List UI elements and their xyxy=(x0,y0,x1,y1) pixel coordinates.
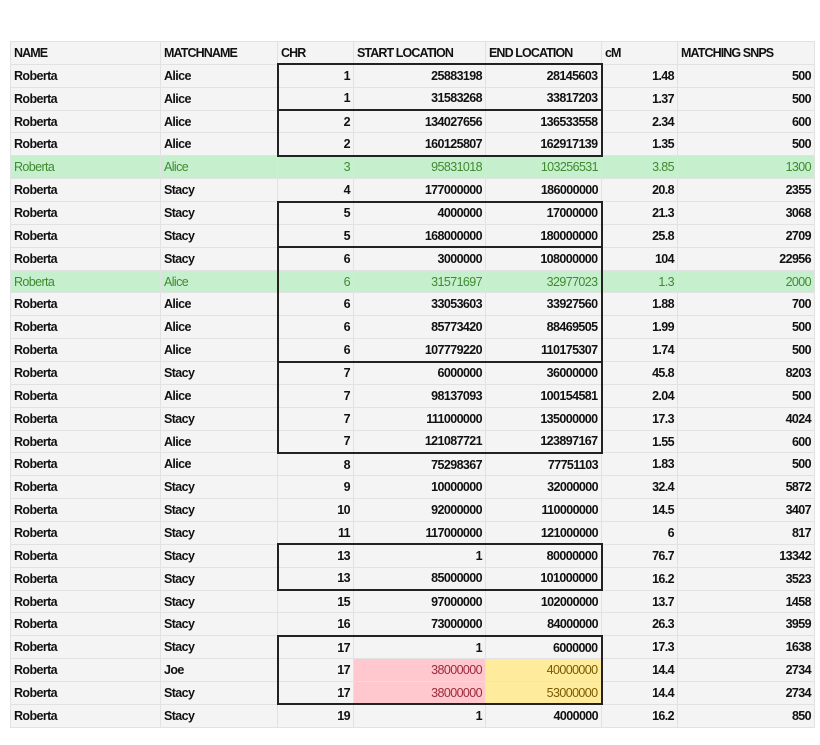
cell-chr[interactable]: 1 xyxy=(278,64,354,87)
table-row xyxy=(11,659,815,682)
cell-cm[interactable]: 6 xyxy=(602,522,678,545)
col-end-location[interactable]: END LOCATION xyxy=(486,42,602,65)
cell-end-location[interactable]: 32977023 xyxy=(486,270,602,293)
table-row xyxy=(11,224,815,247)
cell-end-location[interactable]: 103256531 xyxy=(486,156,602,179)
cell-chr[interactable]: 6 xyxy=(278,316,354,339)
cell-end-location[interactable]: 162917139 xyxy=(486,133,602,156)
cell-start-location[interactable]: 38000000 xyxy=(354,659,486,682)
table-row xyxy=(11,316,815,339)
cell-end-location[interactable]: 135000000 xyxy=(486,407,602,430)
cell-matchname[interactable]: Stacy xyxy=(161,544,278,567)
cell-name[interactable]: Roberta xyxy=(11,453,161,476)
cell-start-location[interactable]: 97000000 xyxy=(354,590,486,613)
cell-cm[interactable]: 104 xyxy=(602,247,678,270)
cell-chr[interactable]: 8 xyxy=(278,453,354,476)
table-row xyxy=(11,384,815,407)
cell-start-location[interactable]: 95831018 xyxy=(354,156,486,179)
cell-end-location[interactable]: 123897167 xyxy=(486,430,602,453)
cell-name[interactable]: Roberta xyxy=(11,522,161,545)
cell-end-location[interactable]: 88469505 xyxy=(486,316,602,339)
cell-matching-snps[interactable]: 13342 xyxy=(678,544,815,567)
cell-matchname[interactable]: Stacy xyxy=(161,476,278,499)
cell-chr[interactable]: 6 xyxy=(278,270,354,293)
cell-end-location[interactable]: 108000000 xyxy=(486,247,602,270)
cell-start-location[interactable]: 85773420 xyxy=(354,316,486,339)
cell-matching-snps[interactable]: 5872 xyxy=(678,476,815,499)
cell-chr[interactable]: 2 xyxy=(278,133,354,156)
cell-end-location[interactable]: 121000000 xyxy=(486,522,602,545)
cell-matching-snps[interactable]: 700 xyxy=(678,293,815,316)
cell-cm[interactable]: 1.48 xyxy=(602,64,678,87)
cell-end-location[interactable]: 36000000 xyxy=(486,362,602,385)
cell-name[interactable]: Roberta xyxy=(11,659,161,682)
cell-chr[interactable]: 13 xyxy=(278,544,354,567)
cell-cm[interactable]: 3.85 xyxy=(602,156,678,179)
cell-cm[interactable]: 16.2 xyxy=(602,567,678,590)
cell-name[interactable]: Roberta xyxy=(11,202,161,225)
cell-matching-snps[interactable]: 3959 xyxy=(678,613,815,636)
cell-chr[interactable]: 7 xyxy=(278,384,354,407)
cell-start-location[interactable]: 10000000 xyxy=(354,476,486,499)
cell-end-location[interactable]: 101000000 xyxy=(486,567,602,590)
cell-start-location[interactable]: 33053603 xyxy=(354,293,486,316)
cell-name[interactable]: Roberta xyxy=(11,499,161,522)
cell-cm[interactable]: 17.3 xyxy=(602,407,678,430)
cell-chr[interactable]: 13 xyxy=(278,567,354,590)
table-row xyxy=(11,362,815,385)
cell-matching-snps[interactable]: 500 xyxy=(678,87,815,110)
cell-matchname[interactable]: Stacy xyxy=(161,590,278,613)
cell-matching-snps[interactable]: 8203 xyxy=(678,362,815,385)
cell-cm[interactable]: 14.5 xyxy=(602,499,678,522)
table-row xyxy=(11,499,815,522)
table-row xyxy=(11,636,815,659)
cell-matchname[interactable]: Stacy xyxy=(161,522,278,545)
cell-chr[interactable]: 3 xyxy=(278,156,354,179)
table-row xyxy=(11,522,815,545)
cell-start-location[interactable]: 92000000 xyxy=(354,499,486,522)
cell-cm[interactable]: 16.2 xyxy=(602,704,678,727)
table-row xyxy=(11,613,815,636)
cell-matchname[interactable]: Stacy xyxy=(161,499,278,522)
cell-end-location[interactable]: 80000000 xyxy=(486,544,602,567)
cell-name[interactable]: Roberta xyxy=(11,682,161,705)
cell-matching-snps[interactable]: 817 xyxy=(678,522,815,545)
cell-name[interactable]: Roberta xyxy=(11,704,161,727)
cell-start-location[interactable]: 177000000 xyxy=(354,179,486,202)
cell-cm[interactable]: 2.04 xyxy=(602,384,678,407)
cell-chr[interactable]: 4 xyxy=(278,179,354,202)
cell-matchname[interactable]: Stacy xyxy=(161,362,278,385)
cell-end-location[interactable]: 102000000 xyxy=(486,590,602,613)
cell-matchname[interactable]: Alice xyxy=(161,430,278,453)
cell-end-location[interactable]: 17000000 xyxy=(486,202,602,225)
cell-matchname[interactable]: Alice xyxy=(161,156,278,179)
cell-name[interactable]: Roberta xyxy=(11,156,161,179)
cell-end-location[interactable]: 53000000 xyxy=(486,682,602,705)
cell-end-location[interactable]: 32000000 xyxy=(486,476,602,499)
cell-matchname[interactable]: Alice xyxy=(161,270,278,293)
col-matching-snps[interactable]: MATCHING SNPS xyxy=(678,42,815,65)
cell-cm[interactable]: 32.4 xyxy=(602,476,678,499)
cell-chr[interactable]: 17 xyxy=(278,659,354,682)
cell-cm[interactable]: 45.8 xyxy=(602,362,678,385)
cell-name[interactable]: Roberta xyxy=(11,544,161,567)
cell-matching-snps[interactable]: 500 xyxy=(678,339,815,362)
table-row xyxy=(11,202,815,225)
cell-matchname[interactable]: Stacy xyxy=(161,567,278,590)
cell-end-location[interactable]: 136533558 xyxy=(486,110,602,133)
cell-start-location[interactable]: 117000000 xyxy=(354,522,486,545)
cell-start-location[interactable]: 73000000 xyxy=(354,613,486,636)
cell-start-location[interactable]: 168000000 xyxy=(354,224,486,247)
cell-chr[interactable]: 11 xyxy=(278,522,354,545)
cell-matchname[interactable]: Stacy xyxy=(161,613,278,636)
cell-start-location[interactable]: 160125807 xyxy=(354,133,486,156)
table-row xyxy=(11,293,815,316)
cell-matchname[interactable]: Alice xyxy=(161,110,278,133)
cell-chr[interactable]: 17 xyxy=(278,636,354,659)
cell-start-location[interactable]: 75298367 xyxy=(354,453,486,476)
cell-cm[interactable]: 26.3 xyxy=(602,613,678,636)
cell-matching-snps[interactable]: 2734 xyxy=(678,659,815,682)
cell-end-location[interactable]: 186000000 xyxy=(486,179,602,202)
cell-matching-snps[interactable]: 2355 xyxy=(678,179,815,202)
spreadsheet xyxy=(10,41,814,728)
cell-matching-snps[interactable]: 600 xyxy=(678,430,815,453)
cell-name[interactable]: Roberta xyxy=(11,384,161,407)
cell-chr[interactable]: 1 xyxy=(278,87,354,110)
cell-start-location[interactable]: 1 xyxy=(354,704,486,727)
cell-matchname[interactable]: Joe xyxy=(161,659,278,682)
cell-cm[interactable]: 20.8 xyxy=(602,179,678,202)
cell-chr[interactable]: 19 xyxy=(278,704,354,727)
table-row xyxy=(11,64,815,87)
cell-matching-snps[interactable]: 1638 xyxy=(678,636,815,659)
cell-cm[interactable]: 2.34 xyxy=(602,110,678,133)
cell-start-location[interactable]: 1 xyxy=(354,544,486,567)
cell-start-location[interactable]: 6000000 xyxy=(354,362,486,385)
cell-matching-snps[interactable]: 500 xyxy=(678,384,815,407)
cell-cm[interactable]: 14.4 xyxy=(602,682,678,705)
cell-matchname[interactable]: Stacy xyxy=(161,179,278,202)
table-row xyxy=(11,87,815,110)
cell-cm[interactable]: 1.55 xyxy=(602,430,678,453)
cell-name[interactable]: Roberta xyxy=(11,64,161,87)
cell-start-location[interactable]: 121087721 xyxy=(354,430,486,453)
cell-cm[interactable]: 1.99 xyxy=(602,316,678,339)
cell-name[interactable]: Roberta xyxy=(11,293,161,316)
cell-chr[interactable]: 6 xyxy=(278,247,354,270)
cell-name[interactable]: Roberta xyxy=(11,339,161,362)
cell-matchname[interactable]: Stacy xyxy=(161,407,278,430)
table-row xyxy=(11,453,815,476)
cell-chr[interactable]: 9 xyxy=(278,476,354,499)
table-row xyxy=(11,270,815,293)
cell-name[interactable]: Roberta xyxy=(11,179,161,202)
cell-name[interactable]: Roberta xyxy=(11,476,161,499)
cell-start-location[interactable]: 134027656 xyxy=(354,110,486,133)
cell-start-location[interactable]: 25883198 xyxy=(354,64,486,87)
cell-end-location[interactable]: 110175307 xyxy=(486,339,602,362)
cell-name[interactable]: Roberta xyxy=(11,316,161,339)
cell-matchname[interactable]: Alice xyxy=(161,87,278,110)
cell-matchname[interactable]: Alice xyxy=(161,384,278,407)
cell-matchname[interactable]: Alice xyxy=(161,453,278,476)
cell-name[interactable]: Roberta xyxy=(11,407,161,430)
col-cm[interactable]: cM xyxy=(602,42,678,65)
cell-matchname[interactable]: Stacy xyxy=(161,636,278,659)
cell-matching-snps[interactable]: 500 xyxy=(678,316,815,339)
cell-end-location[interactable]: 33927560 xyxy=(486,293,602,316)
cell-matchname[interactable]: Stacy xyxy=(161,704,278,727)
cell-chr[interactable]: 2 xyxy=(278,110,354,133)
cell-matchname[interactable]: Stacy xyxy=(161,202,278,225)
table-row xyxy=(11,339,815,362)
cell-cm[interactable]: 13.7 xyxy=(602,590,678,613)
cell-name[interactable]: Roberta xyxy=(11,87,161,110)
cell-matching-snps[interactable]: 1300 xyxy=(678,156,815,179)
table-row xyxy=(11,133,815,156)
cell-name[interactable]: Roberta xyxy=(11,133,161,156)
cell-chr[interactable]: 10 xyxy=(278,499,354,522)
cell-cm[interactable]: 1.37 xyxy=(602,87,678,110)
cell-start-location[interactable]: 111000000 xyxy=(354,407,486,430)
cell-matchname[interactable]: Stacy xyxy=(161,224,278,247)
cell-start-location[interactable]: 4000000 xyxy=(354,202,486,225)
cell-matching-snps[interactable]: 2734 xyxy=(678,682,815,705)
cell-matching-snps[interactable]: 4024 xyxy=(678,407,815,430)
cell-matching-snps[interactable]: 850 xyxy=(678,704,815,727)
cell-matchname[interactable]: Alice xyxy=(161,339,278,362)
cell-cm[interactable]: 1.35 xyxy=(602,133,678,156)
cell-name[interactable]: Roberta xyxy=(11,270,161,293)
cell-matching-snps[interactable]: 500 xyxy=(678,453,815,476)
cell-cm[interactable]: 1.88 xyxy=(602,293,678,316)
col-chr[interactable]: CHR xyxy=(278,42,354,65)
cell-matching-snps[interactable]: 500 xyxy=(678,64,815,87)
cell-start-location[interactable]: 1 xyxy=(354,636,486,659)
cell-chr[interactable]: 7 xyxy=(278,407,354,430)
segment-table xyxy=(10,41,815,728)
cell-start-location[interactable]: 107779220 xyxy=(354,339,486,362)
cell-matchname[interactable]: Alice xyxy=(161,316,278,339)
cell-cm[interactable]: 1.74 xyxy=(602,339,678,362)
table-row xyxy=(11,544,815,567)
table-row xyxy=(11,567,815,590)
table-row xyxy=(11,110,815,133)
cell-start-location[interactable]: 85000000 xyxy=(354,567,486,590)
cell-end-location[interactable]: 33817203 xyxy=(486,87,602,110)
cell-chr[interactable]: 5 xyxy=(278,202,354,225)
cell-end-location[interactable]: 84000000 xyxy=(486,613,602,636)
cell-start-location[interactable]: 38000000 xyxy=(354,682,486,705)
cell-name[interactable]: Roberta xyxy=(11,362,161,385)
cell-matching-snps[interactable]: 22956 xyxy=(678,247,815,270)
cell-end-location[interactable]: 40000000 xyxy=(486,659,602,682)
cell-chr[interactable]: 7 xyxy=(278,430,354,453)
cell-name[interactable]: Roberta xyxy=(11,430,161,453)
cell-start-location[interactable]: 3000000 xyxy=(354,247,486,270)
table-row xyxy=(11,476,815,499)
cell-matching-snps[interactable]: 2709 xyxy=(678,224,815,247)
header-row xyxy=(11,42,815,65)
cell-matching-snps[interactable]: 2000 xyxy=(678,270,815,293)
cell-end-location[interactable]: 77751103 xyxy=(486,453,602,476)
cell-matchname[interactable]: Stacy xyxy=(161,682,278,705)
table-row xyxy=(11,704,815,727)
cell-chr[interactable]: 7 xyxy=(278,362,354,385)
cell-chr[interactable]: 6 xyxy=(278,339,354,362)
cell-chr[interactable]: 16 xyxy=(278,613,354,636)
cell-name[interactable]: Roberta xyxy=(11,590,161,613)
cell-matchname[interactable]: Alice xyxy=(161,64,278,87)
cell-name[interactable]: Roberta xyxy=(11,567,161,590)
cell-start-location[interactable]: 98137093 xyxy=(354,384,486,407)
cell-cm[interactable]: 21.3 xyxy=(602,202,678,225)
cell-chr[interactable]: 15 xyxy=(278,590,354,613)
cell-cm[interactable]: 1.83 xyxy=(602,453,678,476)
cell-end-location[interactable]: 4000000 xyxy=(486,704,602,727)
table-row xyxy=(11,682,815,705)
cell-name[interactable]: Roberta xyxy=(11,224,161,247)
cell-cm[interactable]: 17.3 xyxy=(602,636,678,659)
cell-name[interactable]: Roberta xyxy=(11,636,161,659)
cell-end-location[interactable]: 180000000 xyxy=(486,224,602,247)
cell-matchname[interactable]: Stacy xyxy=(161,247,278,270)
cell-start-location[interactable]: 31583268 xyxy=(354,87,486,110)
cell-cm[interactable]: 76.7 xyxy=(602,544,678,567)
cell-name[interactable]: Roberta xyxy=(11,247,161,270)
cell-cm[interactable]: 14.4 xyxy=(602,659,678,682)
cell-end-location[interactable]: 28145603 xyxy=(486,64,602,87)
table-row xyxy=(11,247,815,270)
cell-matchname[interactable]: Alice xyxy=(161,133,278,156)
cell-matching-snps[interactable]: 3407 xyxy=(678,499,815,522)
cell-matching-snps[interactable]: 3068 xyxy=(678,202,815,225)
cell-matching-snps[interactable]: 3523 xyxy=(678,567,815,590)
cell-matching-snps[interactable]: 1458 xyxy=(678,590,815,613)
cell-chr[interactable]: 17 xyxy=(278,682,354,705)
cell-end-location[interactable]: 110000000 xyxy=(486,499,602,522)
cell-end-location[interactable]: 6000000 xyxy=(486,636,602,659)
cell-chr[interactable]: 5 xyxy=(278,224,354,247)
cell-matching-snps[interactable]: 500 xyxy=(678,133,815,156)
cell-start-location[interactable]: 31571697 xyxy=(354,270,486,293)
table-row xyxy=(11,179,815,202)
table-row xyxy=(11,590,815,613)
cell-cm[interactable]: 1.3 xyxy=(602,270,678,293)
cell-matchname[interactable]: Alice xyxy=(161,293,278,316)
col-start-location[interactable]: START LOCATION xyxy=(354,42,486,65)
cell-end-location[interactable]: 100154581 xyxy=(486,384,602,407)
col-name[interactable]: NAME xyxy=(11,42,161,65)
cell-name[interactable]: Roberta xyxy=(11,613,161,636)
table-row xyxy=(11,430,815,453)
table-row xyxy=(11,407,815,430)
cell-matching-snps[interactable]: 600 xyxy=(678,110,815,133)
cell-chr[interactable]: 6 xyxy=(278,293,354,316)
cell-cm[interactable]: 25.8 xyxy=(602,224,678,247)
col-matchname[interactable]: MATCHNAME xyxy=(161,42,278,65)
cell-name[interactable]: Roberta xyxy=(11,110,161,133)
table-row xyxy=(11,156,815,179)
